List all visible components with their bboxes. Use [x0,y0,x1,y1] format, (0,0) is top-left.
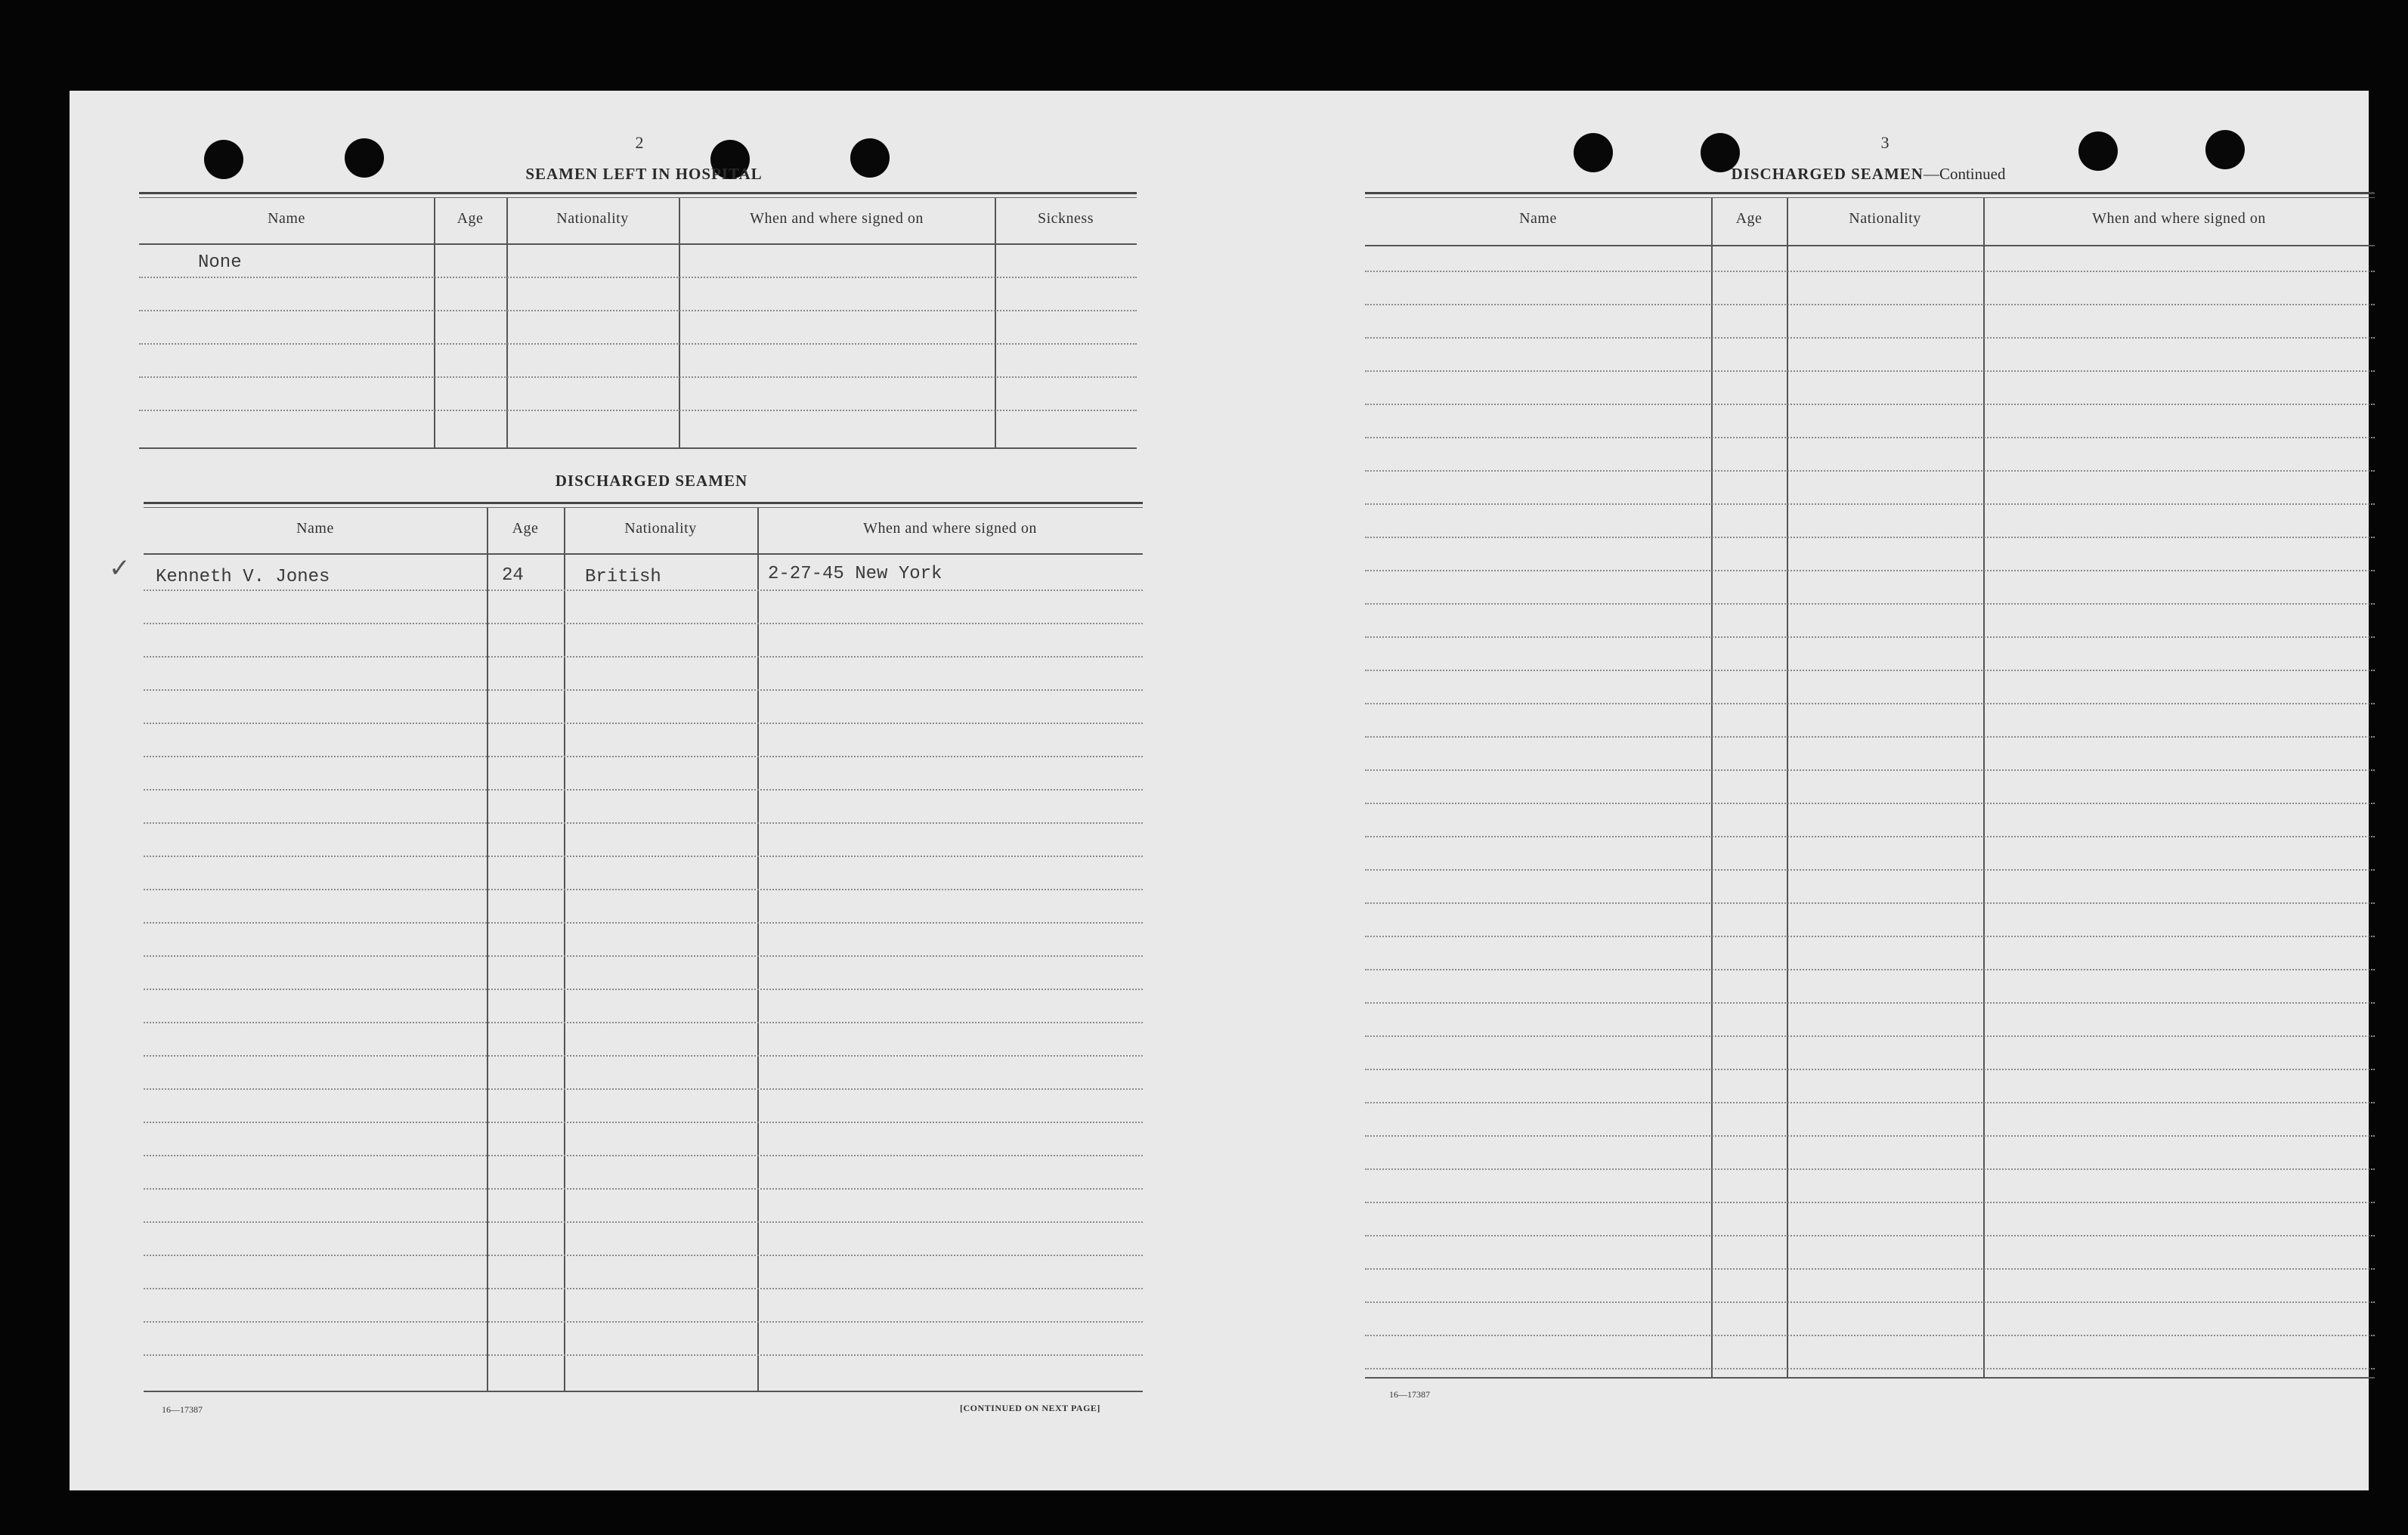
ruled-line [1365,769,2375,771]
header-signed-on: When and where signed on [2092,210,2266,227]
table-row-nationality: British [585,567,661,587]
ruled-line [144,1155,1143,1156]
header-sickness: Sickness [1038,210,1094,227]
ruled-line [1365,1002,2375,1004]
left-page [70,91,1218,1490]
ruled-line [144,1055,1143,1057]
ruled-line [144,1221,1143,1223]
ruled-line [144,889,1143,890]
ruled-line [1365,1368,2375,1369]
ruled-line [1365,869,2375,871]
ruled-line [144,723,1143,724]
header-name: Name [268,210,305,227]
ruled-line [1365,936,2375,937]
ruled-line [1365,603,2375,605]
header-age: Age [512,520,539,537]
ruled-line [144,656,1143,658]
ruled-line [144,689,1143,691]
ruled-line [144,756,1143,757]
ruled-line [144,1354,1143,1356]
ruled-line [1365,304,2375,305]
check-mark: ✓ [109,553,131,583]
ruled-line [1365,1069,2375,1070]
header-age: Age [1735,210,1763,227]
ruled-line [1365,636,2375,638]
ruled-line [1365,1301,2375,1303]
discharged-continued-table [1365,192,2375,1382]
ruled-line [1365,803,2375,804]
header-signed-on: When and where signed on [750,210,924,227]
header-name: Name [1519,210,1557,227]
form-number: 16—17387 [1389,1389,1430,1400]
ruled-line [1365,1202,2375,1203]
table-row-name: None [198,252,242,273]
ruled-line [144,1088,1143,1090]
header-age: Age [457,210,484,227]
ruled-line [144,989,1143,990]
continued-note: [CONTINUED ON NEXT PAGE] [960,1403,1100,1413]
ruled-line [1365,337,2375,339]
ruled-line [1365,1135,2375,1137]
ruled-line [1365,1235,2375,1236]
ruled-line [144,623,1143,624]
ruled-line [1365,1268,2375,1270]
ruled-line [144,1288,1143,1289]
ruled-line [1365,1168,2375,1170]
table-row-signed-on: 2-27-45 New York [768,564,942,584]
ruled-line [1365,1102,2375,1103]
table-row-name: Kenneth V. Jones [156,567,330,587]
discharged-table [109,502,1143,1397]
discharged-section-title: DISCHARGED SEAMEN [555,472,748,490]
header-nationality: Nationality [624,520,697,537]
ruled-line [1365,1035,2375,1037]
ruled-line [1365,836,2375,837]
ruled-line [144,822,1143,824]
ruled-line [1365,537,2375,538]
ruled-line [1365,969,2375,970]
ruled-line [1365,271,2375,272]
ruled-line [1365,470,2375,472]
ruled-line [1365,703,2375,704]
ruled-line [1365,736,2375,738]
hospital-table [139,192,1137,453]
ruled-line [1365,570,2375,571]
header-name: Name [296,520,334,537]
header-signed-on: When and where signed on [863,520,1037,537]
page-number: 3 [1880,133,1890,152]
form-number: 16—17387 [162,1404,203,1415]
ruled-line [144,922,1143,924]
title-continued: —Continued [1923,165,2006,183]
ruled-line [1365,404,2375,405]
page-number: 2 [635,133,644,152]
header-nationality: Nationality [556,210,629,227]
ruled-line [1365,437,2375,438]
ruled-line [144,1255,1143,1256]
ruled-line [144,789,1143,791]
table-row-age: 24 [502,565,524,586]
ruled-line [144,1321,1143,1323]
ruled-line [144,590,1143,591]
ruled-line [1365,1335,2375,1336]
header-nationality: Nationality [1849,210,1921,227]
ruled-line [144,856,1143,857]
document-sheet [70,91,2369,1490]
ruled-line [1365,503,2375,505]
discharged-continued-title [1687,165,2050,184]
hospital-section-title: SEAMEN LEFT IN HOSPITAL [525,165,763,183]
ruled-line [144,1022,1143,1023]
title-main: DISCHARGED SEAMEN [1731,165,1924,183]
ruled-line [144,955,1143,957]
ruled-line [1365,902,2375,904]
ruled-line [1365,670,2375,671]
ruled-line [1365,370,2375,372]
ruled-line [144,1188,1143,1190]
right-page [1218,91,2369,1490]
ruled-line [144,1122,1143,1123]
